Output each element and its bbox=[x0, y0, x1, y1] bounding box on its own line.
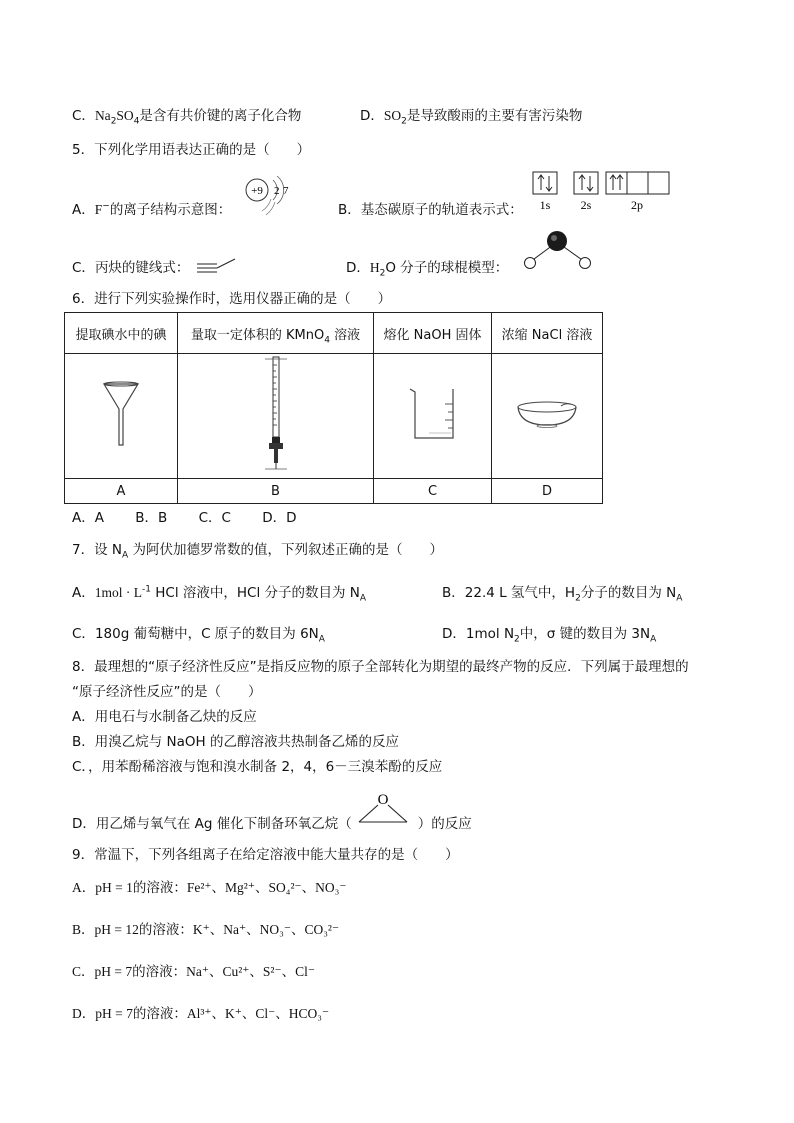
carbon-orbital-diagram bbox=[530, 170, 675, 214]
q6-options: A．A B．B C．C D．D bbox=[72, 510, 297, 526]
q7-stem: 7．设 $N_A$ 为阿伏加德罗常数的值，下列叙述正确的是（ ） bbox=[72, 542, 443, 561]
label-2p: 2p bbox=[631, 198, 643, 212]
label-2s: 2s bbox=[580, 198, 592, 212]
label-d: D bbox=[492, 479, 603, 504]
hydrogen-atom bbox=[525, 258, 536, 269]
propyne-line-structure bbox=[195, 256, 240, 276]
epoxide-structure bbox=[353, 788, 413, 828]
beaker-cell bbox=[374, 354, 492, 479]
q7-option-d: D．1mol $N_2$中，σ 键的数目为 $3N_A$ bbox=[442, 626, 657, 645]
hydrogen-atom bbox=[580, 258, 591, 269]
fluoride-ion-structure-diagram bbox=[240, 175, 310, 221]
q7-option-c: C．180g 葡萄糖中，C 原子的数目为 $6N_A$ bbox=[72, 626, 325, 645]
q9-option-a: A．pH = 1的溶液：Fe²⁺、Mg²⁺、SO₄²⁻、NO₃⁻ bbox=[72, 880, 347, 895]
label-1s: 1s bbox=[539, 198, 551, 212]
q7-option-a: A．$1mol \cdot L^{-1}$ HCl 溶液中，HCl 分子的数目为 $N_A$ bbox=[72, 584, 367, 604]
q5-option-a: A．F−的离子结构示意图： bbox=[72, 201, 232, 218]
q9-option-d: D．pH = 7的溶液：Al³⁺、K⁺、Cl⁻、HCO₃⁻ bbox=[72, 1006, 330, 1021]
q9-option-c: C．pH = 7的溶液：Na⁺、Cu²⁺、S²⁻、Cl⁻ bbox=[72, 964, 315, 979]
nucleus-label: +9 bbox=[251, 185, 263, 197]
shell-1-count: 2 bbox=[274, 185, 280, 197]
burette-cell bbox=[178, 354, 374, 479]
q5-option-b: B．基态碳原子的轨道表示式： bbox=[338, 202, 523, 218]
q7-option-b: B．22.4 L 氢气中，$H_2$分子的数目为 $N_A$ bbox=[442, 585, 683, 604]
label-a: A bbox=[65, 479, 178, 504]
burette-icon bbox=[261, 355, 291, 473]
beaker-icon bbox=[407, 386, 459, 442]
oxygen-atom bbox=[547, 231, 567, 251]
header-a: 提取碘水中的碘 bbox=[65, 313, 178, 354]
header-b: 量取一定体积的 KMnO$_4$ 溶液 bbox=[178, 313, 374, 354]
q8-option-b: B．用溴乙烷与 NaOH 的乙醇溶液共热制备乙烯的反应 bbox=[72, 734, 399, 750]
q8-stem-1: 8．最理想的“原子经济性反应”是指反应物的原子全部转化为期望的最终产物的反应．下列属于最理想的 bbox=[72, 659, 689, 675]
label-c: C bbox=[374, 479, 492, 504]
label-b: B bbox=[178, 479, 374, 504]
q8-option-a: A．用电石与水制备乙炔的反应 bbox=[72, 709, 257, 725]
funnel-icon bbox=[101, 379, 141, 449]
q6-stem: 6．进行下列实验操作时，选用仪器正确的是（ ） bbox=[72, 291, 392, 307]
q8-option-c: C．，用苯酚稀溶液与饱和溴水制备 2，4，6－三溴苯酚的反应 bbox=[72, 759, 443, 775]
q5-option-d: D．$H_2O$ 分子的球棍模型： bbox=[346, 260, 509, 279]
q4-option-d: D．$SO_2$是导致酸雨的主要有害污染物 bbox=[360, 108, 583, 127]
q9-option-b: B．pH = 12的溶液：K⁺、Na⁺、NO₃⁻、CO₃²⁻ bbox=[72, 922, 340, 937]
q5-option-c: C．丙炔的键线式： bbox=[72, 260, 190, 276]
epoxide-oxygen-label: O bbox=[377, 792, 389, 808]
apparatus-table bbox=[64, 312, 603, 504]
evaporating-dish-icon bbox=[515, 397, 579, 431]
funnel-cell bbox=[65, 354, 178, 479]
water-ball-stick-model bbox=[520, 228, 596, 276]
q5-stem: 5．下列化学用语表达正确的是（ ） bbox=[72, 142, 311, 158]
q4-option-c: C．$Na_2SO_4$是含有共价键的离子化合物 bbox=[72, 108, 302, 127]
q8-stem-2: “原子经济性反应”的是（ ） bbox=[72, 684, 262, 700]
q8-option-d: D．用乙烯与氧气在 Ag 催化下制备环氧乙烷（ ）的反应 bbox=[72, 816, 472, 832]
header-d: 浓缩 NaCl 溶液 bbox=[492, 313, 603, 354]
q9-stem: 9．常温下，下列各组离子在给定溶液中能大量共存的是（ ） bbox=[72, 847, 459, 863]
shell-2-count: 7 bbox=[283, 185, 289, 197]
header-c: 熔化 NaOH 固体 bbox=[374, 313, 492, 354]
evaporating-dish-cell bbox=[492, 354, 603, 479]
